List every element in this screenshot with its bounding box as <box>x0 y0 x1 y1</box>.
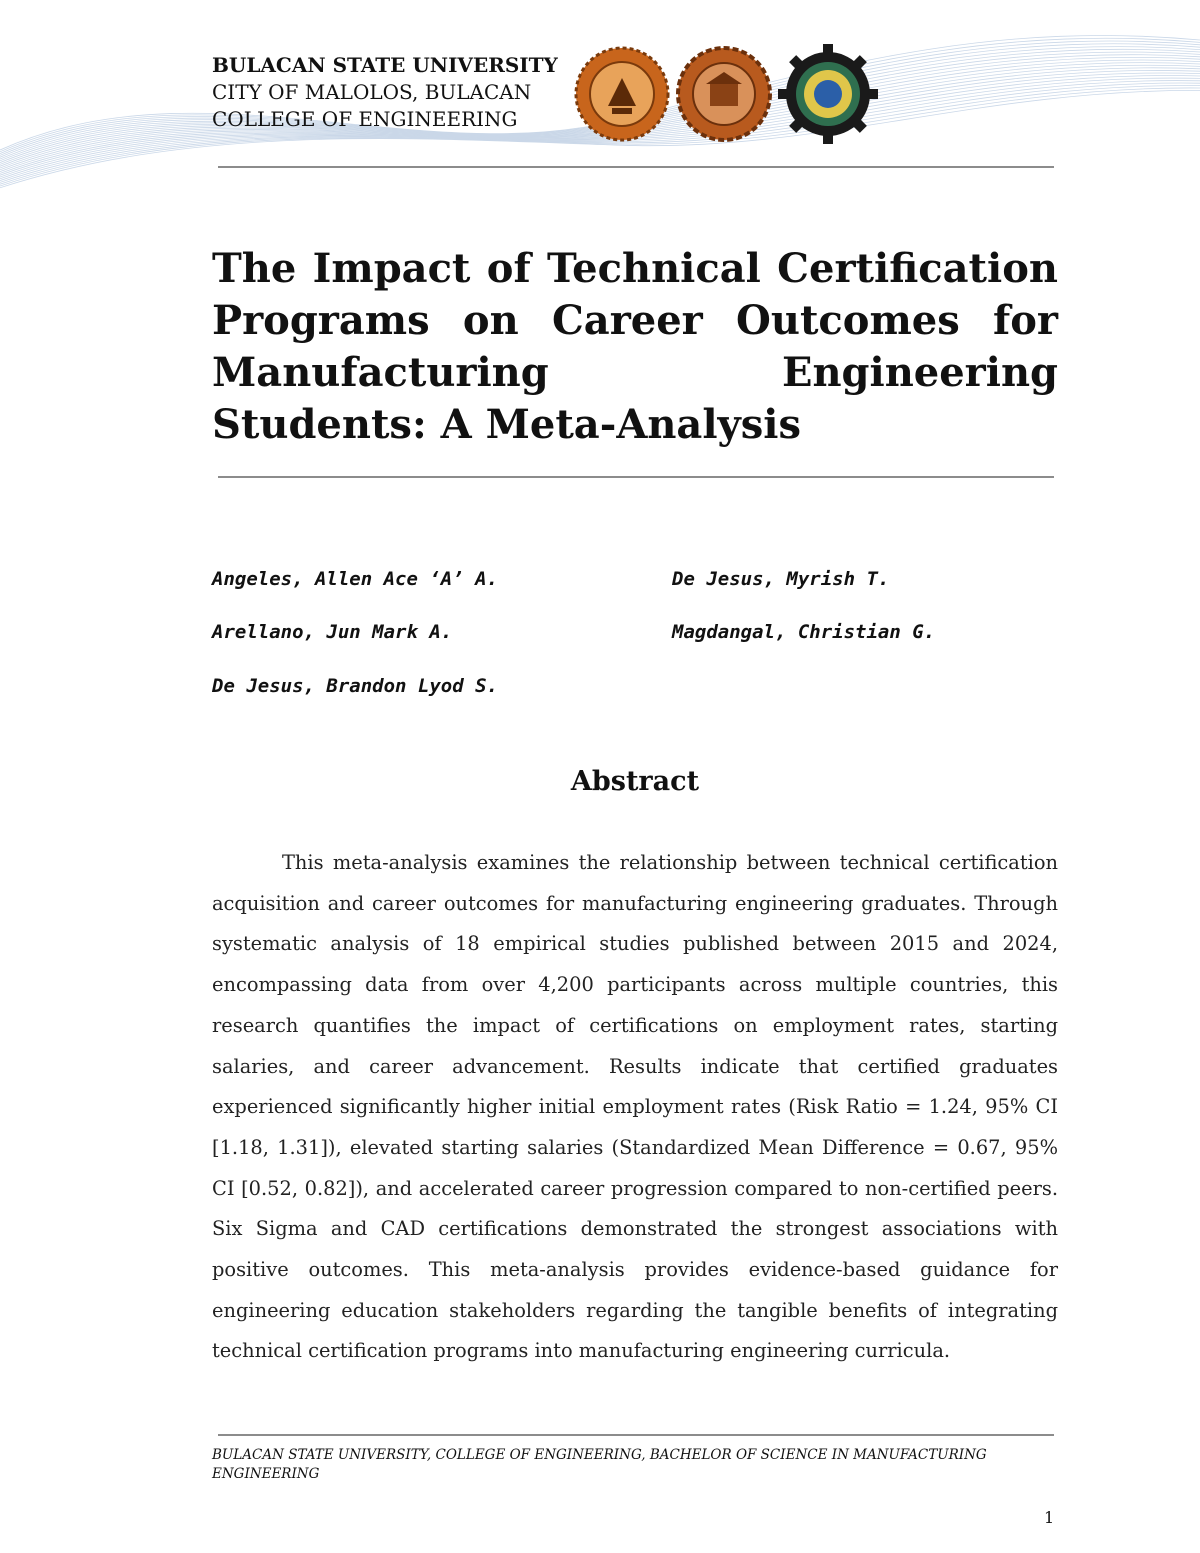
author-name: De Jesus, Myrish T. <box>672 568 890 590</box>
university-name: BULACAN STATE UNIVERSITY <box>212 53 558 77</box>
page-number: 1 <box>1044 1508 1055 1527</box>
author-name: Magdangal, Christian G. <box>672 621 936 643</box>
abstract-text: This meta-analysis examines the relationship between technical certification acquisition and career outcomes for manufacturing engineering graduates. Through systematic analysis of 18 empirical studies published between 2015 and 2024, encompassing data from over 4,200 participants across multiple countries, this research quantifies the impact of certifications on employment rates, starting salaries, and career advancement. Results indicate that certified graduates experienced significantly higher initial employment rates (Risk Ratio = 1.24, 95% CI [1.18, 1.31]), elevated starting salaries (Standardized Mean Difference = 0.67, 95% CI [0.52, 0.82]), and accelerated career progression compared to non-certified peers. Six Sigma and CAD certifications demonstrated the strongest associations with positive outcomes. This meta-analysis provides evidence-based guidance for engineering education stakeholders regarding the tangible benefits of integrating technical certification programs into manufacturing engineering curricula. <box>212 851 1058 1363</box>
university-city: CITY OF MALOLOS, BULACAN <box>212 80 532 104</box>
letterhead <box>212 52 558 133</box>
engineering-gear-seal-icon <box>778 44 878 144</box>
footer-divider <box>218 1434 1054 1436</box>
college-name: COLLEGE OF ENGINEERING <box>212 107 518 131</box>
title-divider <box>218 476 1054 478</box>
author-name: Arellano, Jun Mark A. <box>212 621 453 643</box>
paper-title: The Impact of Technical Certification Programs on Career Outcomes for Manufacturing Engineering Students: A Meta-Analysis <box>212 245 1058 448</box>
author-name: Angeles, Allen Ace ‘A’ A. <box>212 568 498 590</box>
college-of-engineering-seal-icon <box>674 44 774 144</box>
bulsu-seal-icon <box>572 44 672 144</box>
author-name: De Jesus, Brandon Lyod S. <box>212 675 498 697</box>
footer-text: BULACAN STATE UNIVERSITY, COLLEGE OF ENGINEERING, BACHELOR OF SCIENCE IN MANUFACTURING ENGINEERING <box>212 1447 987 1482</box>
abstract-heading: Abstract <box>570 766 700 797</box>
header-divider <box>218 166 1054 168</box>
